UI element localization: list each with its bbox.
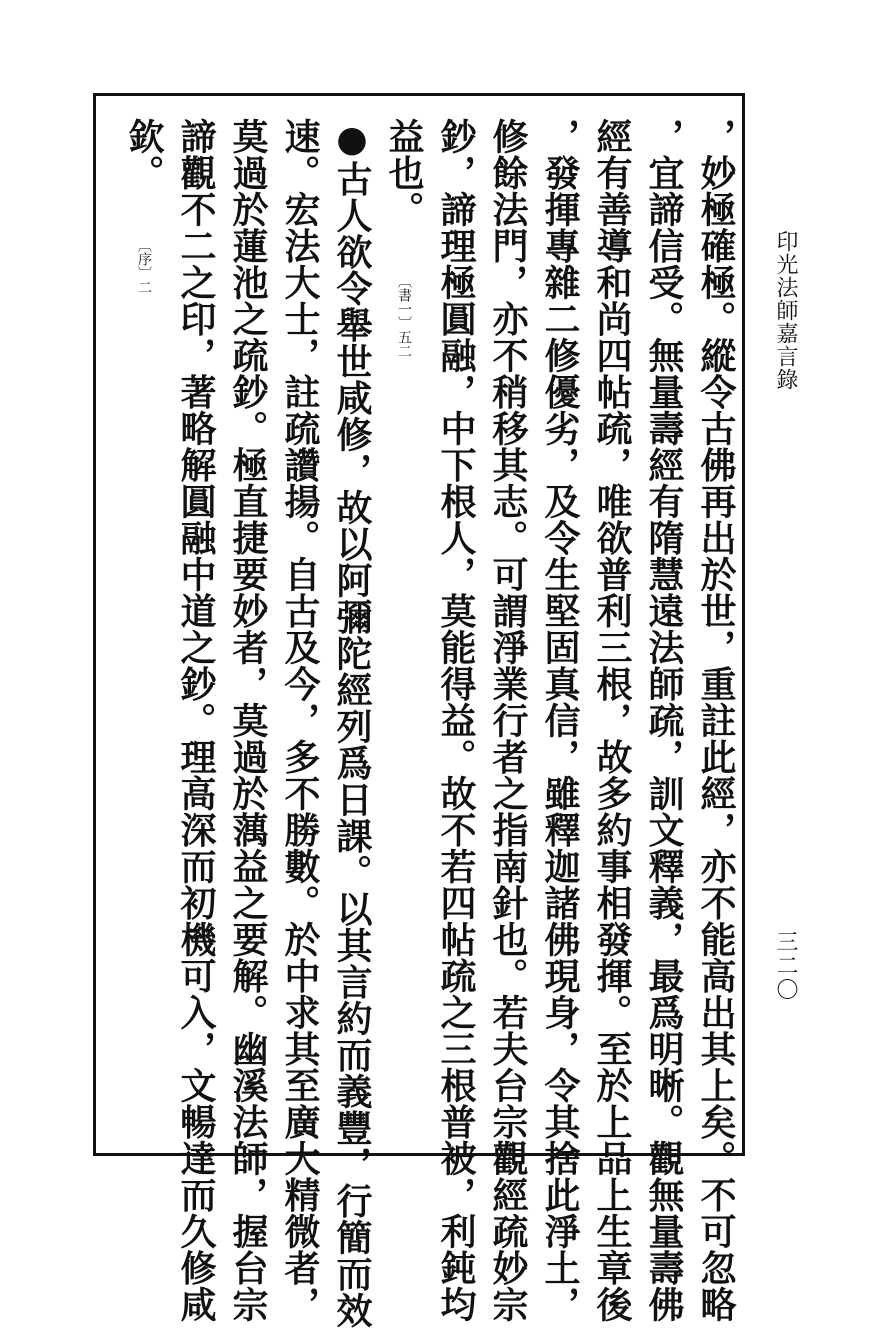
column-text: 修餘法門，亦不稍移其志。可謂淨業行者之指南針也。若夫台宗觀經疏妙宗 [487, 118, 529, 1323]
text-column-10 [222, 118, 274, 1323]
bullet-icon: ● [331, 118, 373, 161]
text-column-5 [482, 118, 534, 1323]
column-text: 諦觀不二之印，著略解圓融中道之鈔。理高深而初機可入，文暢達而久修咸 [175, 118, 217, 1323]
column-text: ，發揮專雜二修優劣，及令生堅固真信，雖釋迦諸佛現身，令其捨此淨土， [539, 118, 581, 1323]
book-title: 印光法師嘉言錄 [773, 230, 798, 391]
text-column-9 [274, 118, 326, 1323]
text-column-7 [378, 118, 430, 358]
column-text: 經有善導和尚四帖疏，唯欲普利三根，故多約事相發揮。至於上品上生章後 [591, 118, 633, 1323]
text-column-6 [430, 118, 482, 1323]
column-text: 莫過於蓮池之疏鈔。極直捷要妙者，莫過於蕅益之要解。幽溪法師，握台宗 [227, 118, 269, 1323]
page-number: 三二〇 [773, 930, 798, 1002]
column-text: 速。宏法大士，註疏讚揚。自古及今，多不勝數。於中求其至廣大精微者， [279, 118, 321, 1323]
text-column-1 [690, 118, 742, 1323]
column-text: ，宜諦信受。無量壽經有隋慧遠法師疏，訓文釋義，最爲明晰。觀無量壽佛 [643, 118, 685, 1323]
source-note: 〔序〕二 [136, 237, 152, 294]
source-note: 〔書一〕五二 [396, 274, 412, 358]
column-text: 鈔，諦理極圓融，中下根人，莫能得益。故不若四帖疏之三根普被，利鈍均 [435, 118, 477, 1323]
text-column-2 [638, 118, 690, 1323]
column-text: ，妙極確極。縱令古佛再出於世，重註此經，亦不能高出其上矣。不可忽略 [695, 118, 737, 1323]
column-text: 欽。 [123, 118, 165, 191]
text-column-11 [170, 118, 222, 1323]
text-column-12 [118, 118, 170, 294]
text-column-3 [586, 118, 638, 1323]
text-column-4 [534, 118, 586, 1323]
column-text: 古人欲令舉世咸修，故以阿彌陀經列爲日課。以其言約而義豐，行簡而效 [331, 160, 373, 1329]
text-column-8 [326, 118, 378, 1329]
column-text: 益也。 [383, 118, 425, 228]
